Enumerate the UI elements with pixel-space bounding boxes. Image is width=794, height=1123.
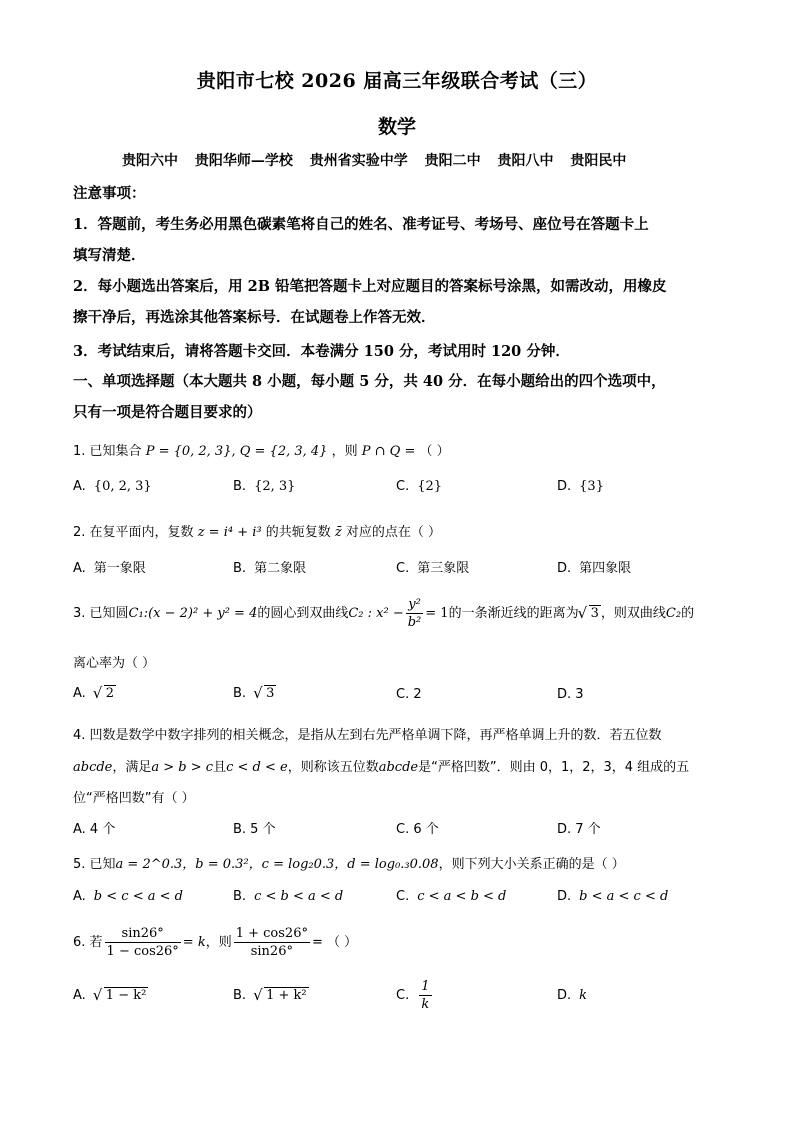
- notice-heading: 注意事项：: [73, 185, 146, 202]
- question-3-cont: 离心率为（ ）: [73, 656, 156, 671]
- section-heading-cont: 只有一项是符合题目要求的）: [73, 404, 262, 421]
- sqrt-symbol: [94, 686, 116, 701]
- fraction-denominator: sin26°: [250, 944, 293, 959]
- fraction: [406, 596, 424, 631]
- option-a[interactable]: A. 4 个: [73, 822, 116, 837]
- radicand: 3: [266, 686, 275, 701]
- option-a[interactable]: [73, 889, 183, 904]
- radicand: 2: [105, 686, 115, 701]
- sqrt-symbol: [94, 988, 149, 1003]
- question-text: 3. 已知圆: [73, 606, 129, 621]
- page-title: 贵阳市七校 2026 届高三年级联合考试（三）: [196, 70, 598, 92]
- question-text: ，则双曲线: [600, 606, 666, 621]
- question-text: 2. 在复平面内，复数: [73, 525, 194, 540]
- option-value: {2, 3}: [254, 479, 296, 494]
- fraction-numerator: 1 + cos26°: [235, 926, 308, 941]
- notice-item-2-cont: 擦干净后，再选涂其他答案标号．在试题卷上作答无效．: [73, 309, 436, 326]
- question-text: 1. 已知集合: [73, 444, 142, 459]
- option-c[interactable]: C. 6 个: [396, 822, 439, 837]
- option-b[interactable]: [233, 557, 306, 576]
- radicand: 1 − k²: [105, 988, 147, 1003]
- question-text: 的一条渐近线的距离为: [448, 606, 579, 621]
- fraction-numerator: sin26°: [105, 925, 181, 943]
- option-b[interactable]: [233, 479, 295, 494]
- option-a[interactable]: [73, 988, 148, 1003]
- option-value: 第一象限: [93, 561, 146, 576]
- school-name: 贵阳华师—学校: [194, 153, 293, 169]
- question-text: ，则: [205, 935, 232, 950]
- question-text: 的共轭复数: [265, 525, 331, 540]
- fraction-numerator: y²: [406, 596, 424, 614]
- option-b[interactable]: [233, 988, 309, 1003]
- subject-title: 数学: [377, 116, 416, 138]
- option-value: C. 2: [396, 687, 422, 702]
- notice-item-2: 2．每小题选出答案后，用 2B 铅笔把答题卡上对应题目的答案标号涂黑，如需改动，用橡皮: [73, 278, 667, 295]
- math-expression: = k: [182, 935, 206, 950]
- math-expression: a = 2^0.3，b = 0.3²，c = log₂0.3，d = log₀.₃0.08: [115, 857, 439, 872]
- math-expression: C₁:(x − 2)² + y² = 4: [128, 606, 258, 621]
- option-d[interactable]: D. 7 个: [557, 822, 601, 837]
- math-expression: P ∩ Q =: [361, 444, 416, 459]
- question-text: ，满足: [112, 760, 152, 775]
- option-label: B.: [233, 686, 247, 701]
- math-expression: C₂: [665, 606, 682, 621]
- fraction: [234, 925, 310, 960]
- sqrt-symbol: [579, 606, 601, 621]
- question-text: 的: [681, 606, 695, 621]
- question-text: 5. 已知: [73, 857, 116, 872]
- option-c[interactable]: [396, 687, 422, 702]
- option-value: c < b < a < d: [254, 889, 344, 904]
- fraction-denominator: 1 − cos26°: [106, 944, 179, 959]
- option-label: C.: [396, 988, 410, 1003]
- school-name: 贵阳六中: [122, 153, 178, 169]
- option-value: {3}: [579, 479, 604, 494]
- option-label: B.: [233, 479, 247, 494]
- radicand: 1 + k²: [266, 988, 307, 1003]
- option-a[interactable]: [73, 686, 116, 701]
- school-name: 贵州省实验中学: [309, 153, 408, 169]
- school-name: 贵阳二中: [424, 153, 481, 169]
- option-d[interactable]: [557, 988, 587, 1003]
- question-text: 对应的点在（ ）: [345, 525, 442, 540]
- question-4: 4. 凹数是数学中数字排列的相关概念，是指从左到右先严格单调下降，再严格单调上升的数．若五位数: [73, 728, 662, 743]
- option-d[interactable]: [557, 889, 668, 904]
- option-d[interactable]: [557, 557, 631, 576]
- question-text: ，则称该五位数: [287, 760, 379, 775]
- option-label: B.: [233, 561, 247, 576]
- radicand: 3: [590, 606, 599, 621]
- school-name: 贵阳八中: [497, 153, 554, 169]
- math-expression: abcde: [378, 760, 419, 775]
- notice-item-1: 1．答题前，考生务必用黑色碳素笔将自己的姓名、准考证号、考场号、座位号在答题卡上: [73, 216, 649, 233]
- option-label: C.: [396, 561, 410, 576]
- option-label: A.: [73, 686, 86, 701]
- option-value: b < a < c < d: [579, 889, 669, 904]
- option-value: D. 3: [557, 687, 584, 702]
- math-expression: P = {0, 2, 3}, Q = {2, 3, 4}: [145, 444, 328, 459]
- option-label: A.: [73, 889, 86, 904]
- option-label: D.: [557, 988, 572, 1003]
- section-heading: 一、单项选择题（本大题共 8 小题，每小题 5 分，共 40 分．在每小题给出的四个选项中，: [73, 373, 666, 390]
- school-list: [122, 150, 638, 170]
- fraction: [419, 978, 431, 1013]
- option-value: {0, 2, 3}: [93, 479, 152, 494]
- math-expression: a > b > c: [151, 760, 214, 775]
- option-d[interactable]: [557, 687, 584, 702]
- fraction-denominator: b²: [407, 615, 422, 630]
- option-b[interactable]: [233, 889, 343, 904]
- question-text: ，则: [331, 444, 358, 459]
- option-label: A.: [73, 561, 86, 576]
- option-value: {2}: [417, 479, 443, 494]
- question-text: = （ ）: [311, 935, 358, 950]
- question-text: 的圆心到双曲线: [257, 606, 349, 621]
- option-d[interactable]: [557, 479, 604, 494]
- option-c[interactable]: [396, 978, 434, 1013]
- fraction-numerator: 1: [421, 979, 430, 994]
- question-text: 且: [213, 760, 227, 775]
- option-label: B.: [233, 889, 247, 904]
- question-4-cont: [73, 756, 689, 775]
- option-value: 第三象限: [417, 561, 470, 576]
- math-expression: z = i⁴ + i³: [197, 525, 262, 540]
- question-text: （ ）: [419, 444, 450, 459]
- math-expression: z̄: [334, 525, 342, 540]
- option-label: B.: [233, 988, 247, 1003]
- option-label: D.: [557, 479, 572, 494]
- question-text: ，则下列大小关系正确的是（ ）: [438, 857, 625, 872]
- question-6: [73, 925, 357, 960]
- option-label: D.: [557, 889, 572, 904]
- option-label: C.: [396, 889, 410, 904]
- fraction: [105, 925, 181, 960]
- math-expression: abcde: [73, 760, 113, 775]
- option-c[interactable]: [396, 889, 506, 904]
- option-a[interactable]: [73, 479, 152, 494]
- option-c[interactable]: [396, 479, 442, 494]
- notice-item-3: 3．考试结束后，请将答题卡交回．本卷满分 150 分，考试用时 120 分钟．: [73, 343, 570, 360]
- question-1: [73, 440, 450, 459]
- fraction-denominator: k: [421, 997, 430, 1012]
- option-label: A.: [73, 479, 86, 494]
- option-label: C.: [396, 479, 410, 494]
- option-b[interactable]: B. 5 个: [233, 822, 276, 837]
- question-text: 6. 若: [73, 935, 103, 950]
- sqrt-symbol: [254, 988, 309, 1003]
- math-expression: = 1: [425, 606, 449, 621]
- math-expression: C₂ : x² −: [348, 606, 404, 621]
- option-b[interactable]: [233, 686, 276, 701]
- option-value: c < a < b < d: [417, 889, 507, 904]
- question-5: [73, 853, 625, 872]
- math-expression: c < d < e: [226, 760, 288, 775]
- school-name: 贵阳民中: [570, 153, 627, 169]
- option-value: k: [579, 988, 588, 1003]
- question-text: 是“严格凹数”．则由 0，1，2，3，4 组成的五: [418, 760, 690, 775]
- option-value: 第二象限: [254, 561, 307, 576]
- question-3: [73, 596, 694, 631]
- option-label: A.: [73, 988, 86, 1003]
- question-2: [73, 521, 441, 540]
- notice-item-1-cont: 填写清楚．: [73, 247, 146, 264]
- option-label: D.: [557, 561, 572, 576]
- option-c[interactable]: [396, 557, 469, 576]
- option-value: b < c < a < d: [93, 889, 183, 904]
- option-value: 第四象限: [579, 561, 632, 576]
- sqrt-symbol: [254, 686, 276, 701]
- question-4-cont: 位“严格凹数”有（ ）: [73, 791, 195, 806]
- option-a[interactable]: [73, 557, 146, 576]
